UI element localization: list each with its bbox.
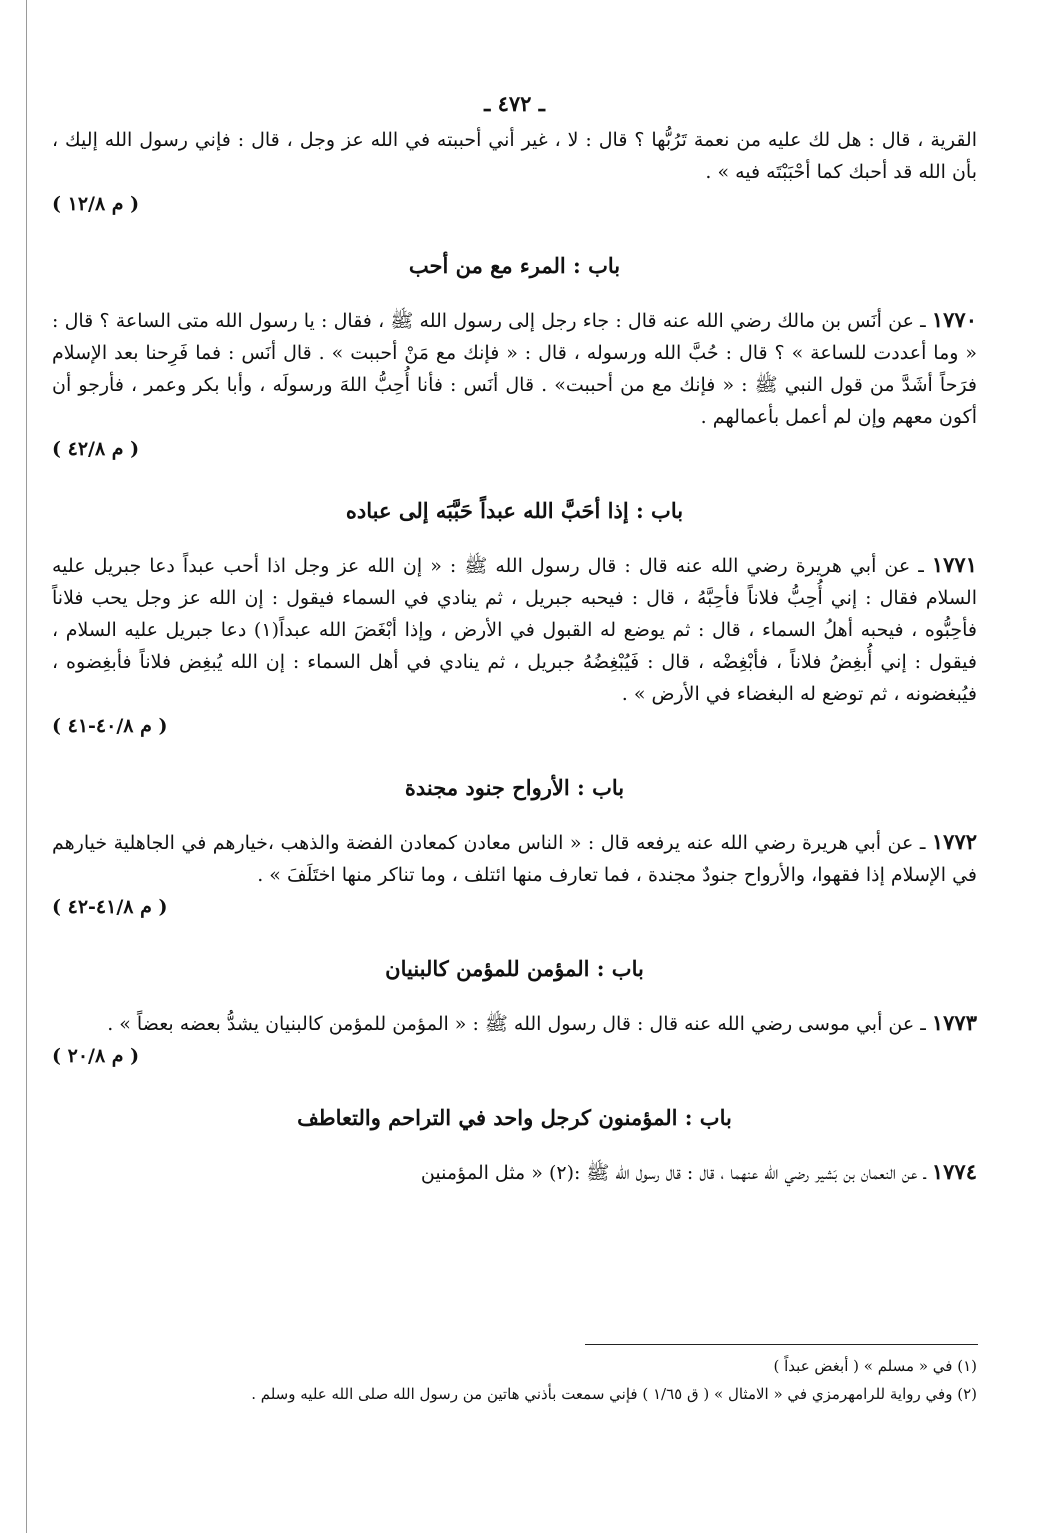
hadith-number: ١٧٧٠ [931,307,977,332]
hadith-text: ـ عن أبي هريرة رضي الله عنه قال : قال رسول الله ﷺ : « إن الله عز وجل اذا أحب عبداً دعا جبريل عليه السلام فقال : إني أُحِبُّ فلاناً فأحِبَّهُ ، قال : فيحبه جبريل ، ثم ينادي في السماء فيقول : إن الله عز وجل يحب فلاناً فأحِبُّوه ، فيحبه أهلُ السماء ، قال : ثم يوضع له القبول في الأرض ، وإذا أبْغَضَ الله عبداً(١) دعا جبريل عليه السلام ، فيقول : إني أُبغِضُ فلاناً ، فأبْغِضْه ، قال : فَيُبْغِضُهُ جبريل ، ثم ينادي في أهل السماء : إن الله يُبغِض فلاناً فأبغِضوه ، فيُبغضونه ، ثم توضع له البغضاء في الأرض » . [52,555,977,705]
section-1774 [52,1102,977,1189]
intro-paragraph: القرية ، قال : هل لك عليه من نعمة تَرُبُّها ؟ قال : لا ، غير أني أحببته في الله عز وجل ، قال : فإني رسول الله إليك ، بأن الله قد أحبك كما أحْبَبْتَه فيه » . [52,129,977,183]
hadith-text: ـ عن أنَس بن مالك رضي الله عنه قال : جاء رجل إلى رسول الله ﷺ ، فقال : يا رسول الله متى الساعة ؟ قال : « وما أعددت للساعة » ؟ قال : حُبَّ الله ورسوله ، قال : « فإنك مع مَنْ أحببت » . قال أنَس : فما فَرِحنا بعد الإسلام فرَحاً أشَدَّ من قول النبي ﷺ : « فإنك مع من أحببت» . قال أنَس : فأنا أُحِبُّ اللهَ ورسولَه ، وأبا بكر وعمر ، فأرجو أن أكون معهم وإن لم أعمل بأعمالهم . [52,310,977,428]
section-heading: باب : إذا أحَبَّ الله عبداً حَبَّبَه إلى عباده [345,498,684,523]
section-heading: باب : الأرواح جنود مجندة [404,775,625,800]
page-body [52,88,977,1189]
hadith-number: ١٧٧٣ [931,1010,977,1035]
footnotes [52,1352,977,1408]
hadith-paragraph [52,1007,977,1040]
section-1770 [52,250,977,465]
hadith-number: ١٧٧١ [931,552,977,577]
section-1773 [52,953,977,1072]
hadith-paragraph [52,549,977,710]
hadith-reference: ( م ٤١/٨-٤٢ ) [52,896,168,918]
footnote: (١) في « مسلم » ( أبغض عبداً ) [773,1357,977,1375]
footnote: (٢) وفي رواية للرامهرمزي في « الامثال » ( ق ١/٦٥ ) فإني سمعت بأذني هاتين من رسول الله صلى الله عليه وسلم . [251,1385,977,1403]
hadith-paragraph [52,1156,977,1189]
page-number: ـ ٤٧٢ ـ [484,91,545,116]
section-1771 [52,495,977,742]
section-1772 [52,772,977,923]
hadith-reference: ( م ٤٢/٨ ) [52,438,140,460]
intro-reference: ( م ١٢/٨ ) [52,193,140,215]
hadith-paragraph [52,826,977,891]
section-heading: باب : المؤمنون كرجل واحد في التراحم والتعاطف [297,1105,732,1130]
hadith-paragraph [52,304,977,433]
hadith-text: ـ عن أبي هريرة رضي الله عنه يرفعه قال : « الناس معادن كمعادن الفضة والذهب ،خيارهم في الجاهلية خيارهم في الإسلام إذا فقهوا، والأرواح جنودٌ مجندة ، فما تعارف منها ائتلف ، وما تناكر منها اختَلَفَ » . [52,832,977,886]
hadith-number: ١٧٧٤ [931,1159,977,1184]
hadith-text: ـ عن النعمان بن بَشير رضي الله عنهما ، قال : قال رسول الله ﷺ :(٢) « مثل المؤمنين [420,1162,926,1184]
section-heading: باب : المرء مع من أحب [408,253,621,278]
section-heading: باب : المؤمن للمؤمن كالبنيان [385,956,644,981]
hadith-reference: ( م ٢٠/٨ ) [52,1045,140,1067]
margin-rule [26,0,27,1533]
hadith-reference: ( م ٤٠/٨-٤١ ) [52,715,168,737]
footnote-divider [585,1344,978,1345]
hadith-text: ـ عن أبي موسى رضي الله عنه قال : قال رسول الله ﷺ : « المؤمن للمؤمن كالبنيان يشدُّ بعضه بعضاً » . [107,1013,926,1035]
hadith-number: ١٧٧٢ [931,829,978,854]
